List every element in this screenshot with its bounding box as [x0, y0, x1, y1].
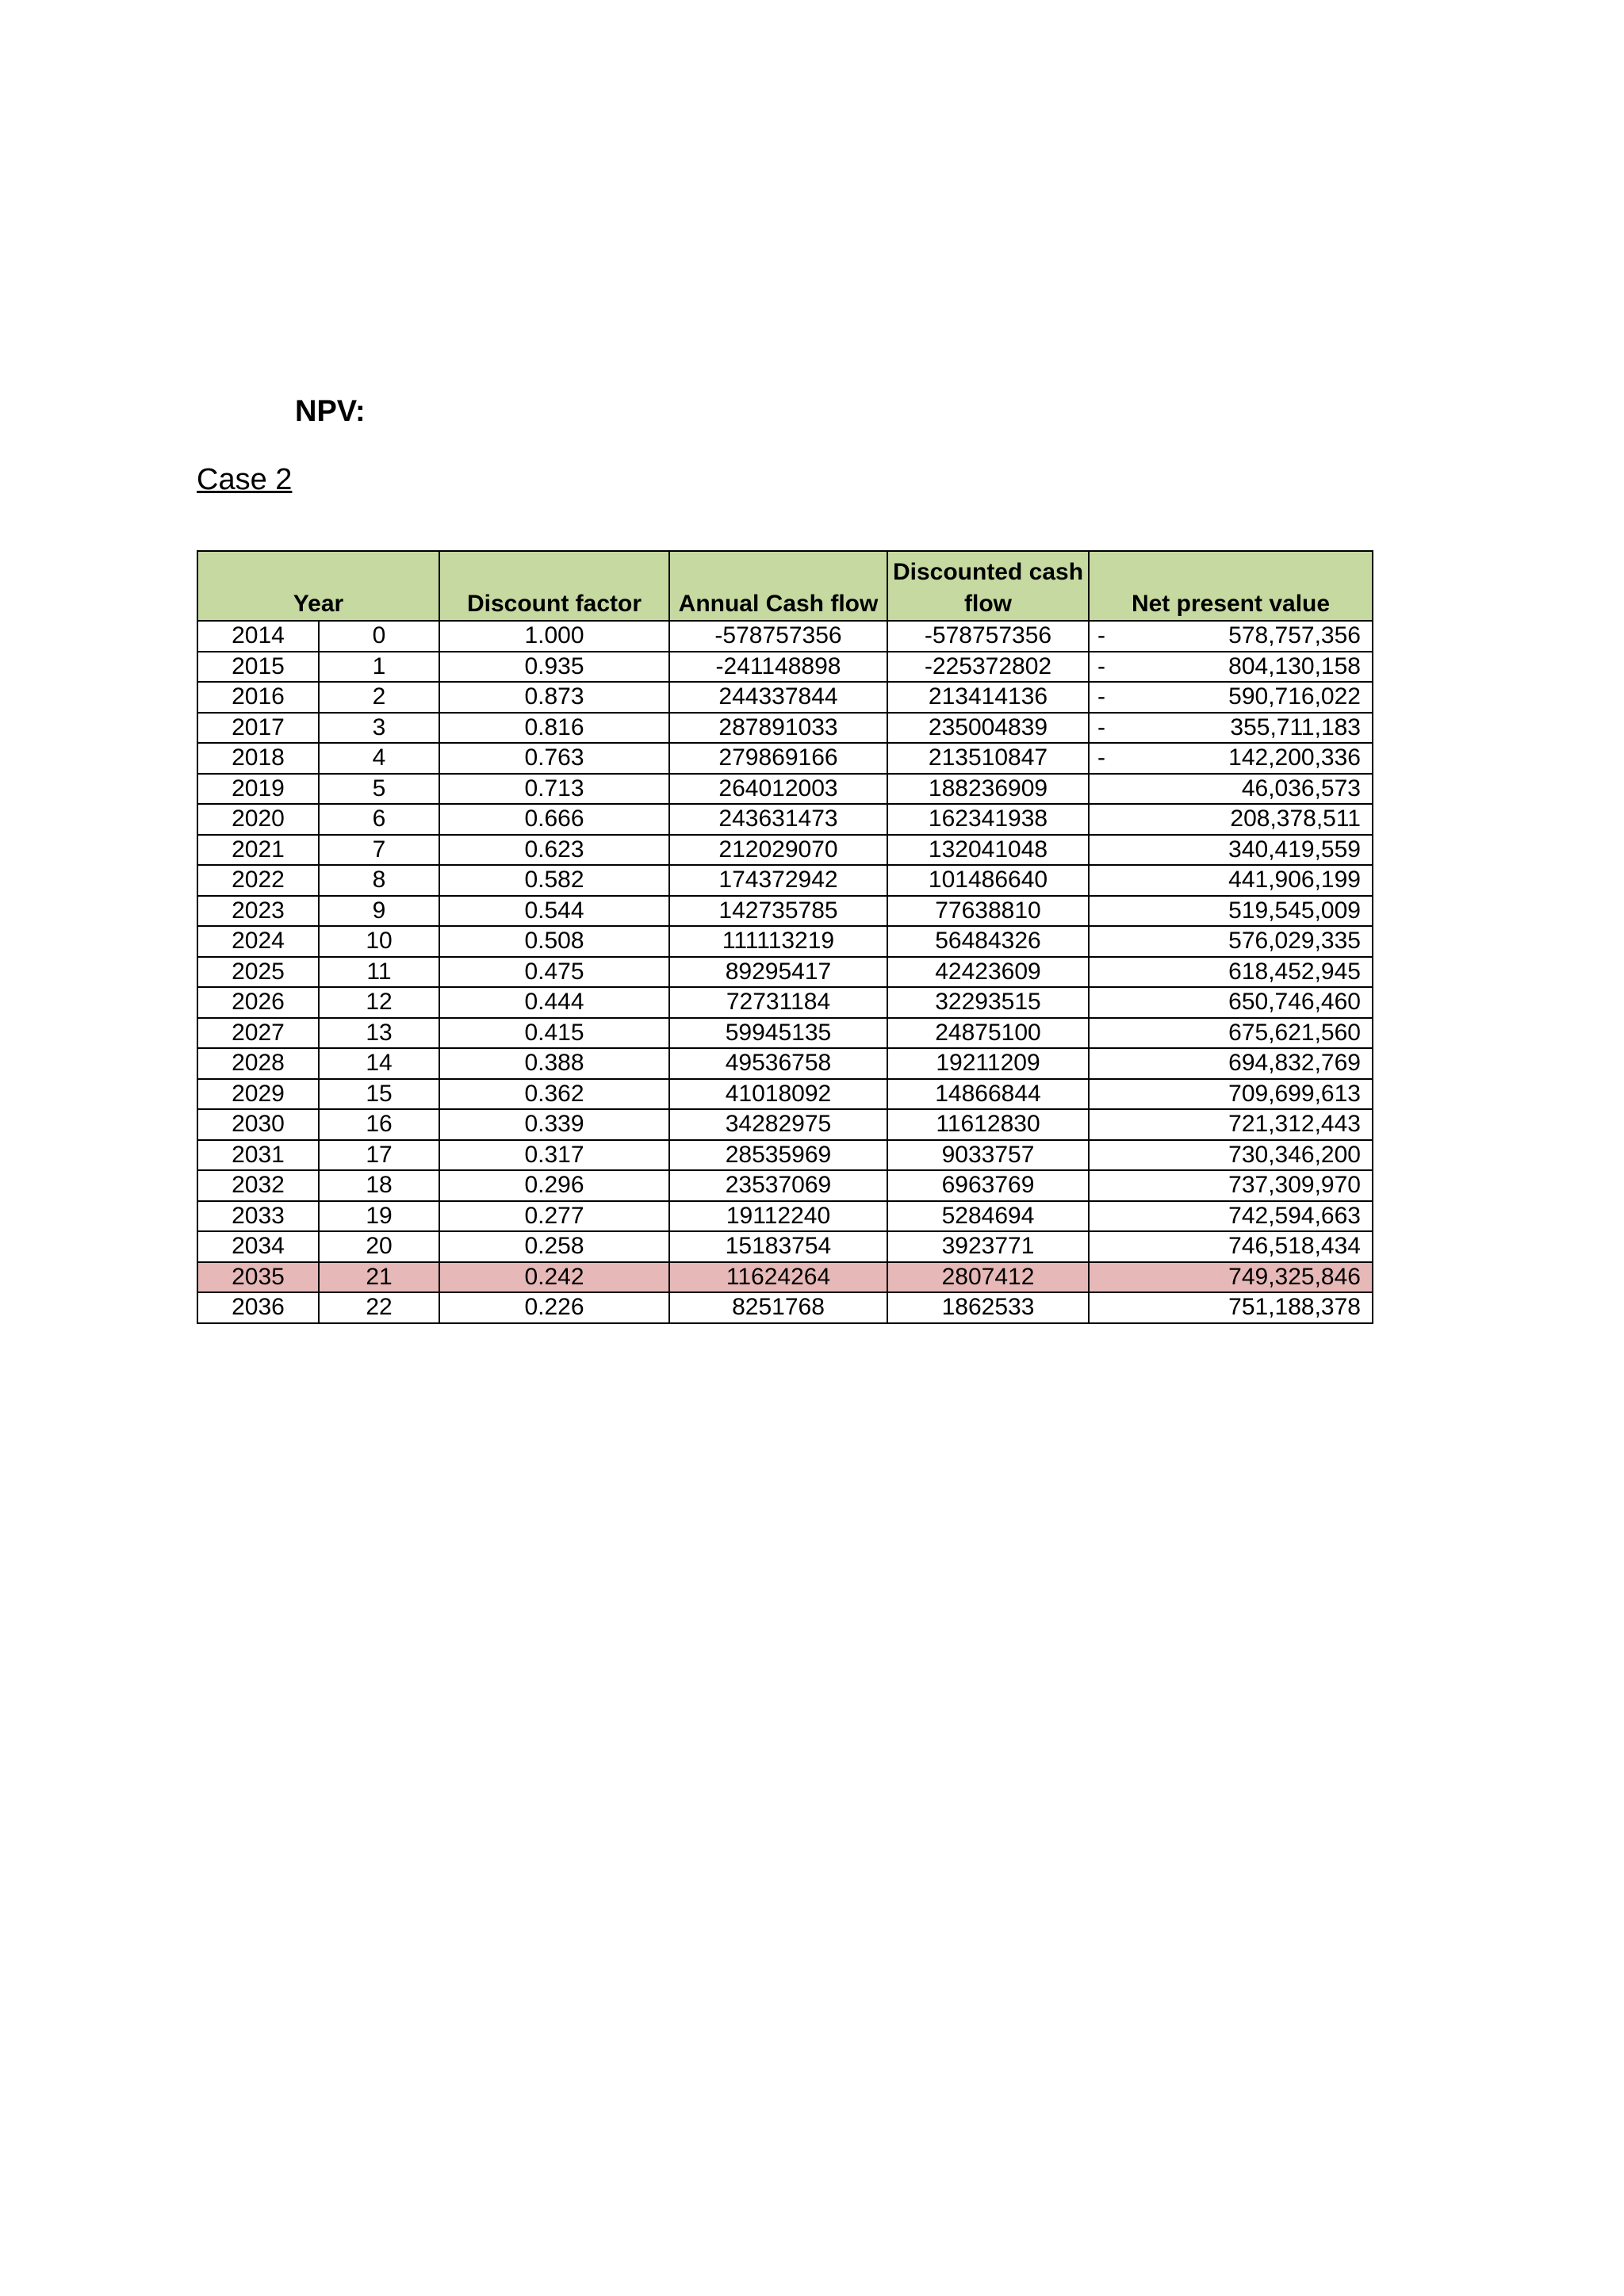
page-title: NPV: — [295, 395, 366, 428]
table-header-row — [197, 551, 1373, 621]
net-present-value: 650,746,460 — [1228, 989, 1361, 1016]
discounted-cash-flow-cell: -225372802 — [887, 652, 1089, 683]
table-row — [197, 987, 1373, 1018]
discount-factor-cell: 0.544 — [439, 896, 669, 927]
discount-factor-cell: 0.388 — [439, 1048, 669, 1079]
discount-factor-cell: 0.666 — [439, 804, 669, 835]
period-index-cell: 8 — [319, 865, 439, 896]
net-present-value: 749,325,846 — [1228, 1263, 1361, 1290]
discounted-cash-flow-cell: 162341938 — [887, 804, 1089, 835]
net-present-value-cell — [1089, 1079, 1373, 1110]
annual-cash-flow-cell: 89295417 — [669, 957, 887, 988]
year-cell: 2036 — [197, 1292, 319, 1323]
discount-factor-cell: 0.362 — [439, 1079, 669, 1110]
year-cell: 2019 — [197, 774, 319, 805]
net-present-value: 578,757,356 — [1228, 622, 1361, 649]
period-index-cell: 19 — [319, 1201, 439, 1232]
year-cell: 2022 — [197, 865, 319, 896]
period-index-cell: 2 — [319, 682, 439, 713]
net-present-value: 730,346,200 — [1228, 1141, 1361, 1168]
period-index-cell: 22 — [319, 1292, 439, 1323]
table-row — [197, 713, 1373, 744]
net-present-value-cell — [1089, 1292, 1373, 1323]
case-label: Case 2 — [197, 463, 293, 496]
discount-factor-cell: 0.226 — [439, 1292, 669, 1323]
annual-cash-flow-cell: 244337844 — [669, 682, 887, 713]
period-index-cell: 10 — [319, 926, 439, 957]
net-present-value-cell — [1089, 896, 1373, 927]
negative-sign: - — [1097, 622, 1105, 649]
annual-cash-flow-cell: 19112240 — [669, 1201, 887, 1232]
net-present-value-cell — [1089, 682, 1373, 713]
net-present-value: 751,188,378 — [1228, 1294, 1361, 1321]
discounted-cash-flow-cell: 6963769 — [887, 1170, 1089, 1201]
header-net-present-value: Net present value — [1089, 551, 1373, 621]
net-present-value: 709,699,613 — [1228, 1080, 1361, 1107]
negative-sign: - — [1097, 714, 1105, 740]
discounted-cash-flow-cell: 3923771 — [887, 1231, 1089, 1262]
year-cell: 2016 — [197, 682, 319, 713]
net-present-value: 519,545,009 — [1228, 897, 1361, 924]
period-index-cell: 9 — [319, 896, 439, 927]
annual-cash-flow-cell: 28535969 — [669, 1140, 887, 1171]
net-present-value: 618,452,945 — [1228, 958, 1361, 985]
period-index-cell: 21 — [319, 1262, 439, 1293]
net-present-value-cell — [1089, 1170, 1373, 1201]
discount-factor-cell: 0.582 — [439, 865, 669, 896]
header-year: Year — [197, 551, 439, 621]
net-present-value-cell — [1089, 1018, 1373, 1049]
table-row — [197, 774, 1373, 805]
table-row — [197, 1231, 1373, 1262]
table-row — [197, 1048, 1373, 1079]
annual-cash-flow-cell: 111113219 — [669, 926, 887, 957]
net-present-value-cell — [1089, 987, 1373, 1018]
year-cell: 2017 — [197, 713, 319, 744]
annual-cash-flow-cell: 8251768 — [669, 1292, 887, 1323]
annual-cash-flow-cell: 212029070 — [669, 835, 887, 866]
discount-factor-cell: 0.713 — [439, 774, 669, 805]
period-index-cell: 16 — [319, 1109, 439, 1140]
table-body — [197, 621, 1373, 1323]
table-row — [197, 1018, 1373, 1049]
discount-factor-cell: 0.475 — [439, 957, 669, 988]
discounted-cash-flow-cell: 213510847 — [887, 743, 1089, 774]
year-cell: 2015 — [197, 652, 319, 683]
table-row — [197, 1170, 1373, 1201]
net-present-value-cell — [1089, 1140, 1373, 1171]
negative-sign: - — [1097, 744, 1105, 771]
net-present-value-cell — [1089, 835, 1373, 866]
net-present-value-cell — [1089, 652, 1373, 683]
discount-factor-cell: 0.873 — [439, 682, 669, 713]
period-index-cell: 6 — [319, 804, 439, 835]
discounted-cash-flow-cell: 5284694 — [887, 1201, 1089, 1232]
discount-factor-cell: 0.339 — [439, 1109, 669, 1140]
net-present-value: 694,832,769 — [1228, 1050, 1361, 1077]
year-cell: 2035 — [197, 1262, 319, 1293]
annual-cash-flow-cell: 11624264 — [669, 1262, 887, 1293]
net-present-value: 737,309,970 — [1228, 1172, 1361, 1199]
npv-table — [197, 550, 1373, 1324]
year-cell: 2024 — [197, 926, 319, 957]
discount-factor-cell: 0.277 — [439, 1201, 669, 1232]
net-present-value-cell — [1089, 957, 1373, 988]
table-row — [197, 1109, 1373, 1140]
discounted-cash-flow-cell: 11612830 — [887, 1109, 1089, 1140]
year-cell: 2026 — [197, 987, 319, 1018]
discount-factor-cell: 0.317 — [439, 1140, 669, 1171]
annual-cash-flow-cell: 34282975 — [669, 1109, 887, 1140]
annual-cash-flow-cell: 72731184 — [669, 987, 887, 1018]
table-row — [197, 682, 1373, 713]
discounted-cash-flow-cell: 1862533 — [887, 1292, 1089, 1323]
table-row — [197, 896, 1373, 927]
period-index-cell: 3 — [319, 713, 439, 744]
net-present-value: 675,621,560 — [1228, 1019, 1361, 1046]
discounted-cash-flow-cell: 32293515 — [887, 987, 1089, 1018]
year-cell: 2027 — [197, 1018, 319, 1049]
discount-factor-cell: 0.508 — [439, 926, 669, 957]
year-cell: 2025 — [197, 957, 319, 988]
period-index-cell: 13 — [319, 1018, 439, 1049]
net-present-value: 746,518,434 — [1228, 1233, 1361, 1260]
net-present-value: 355,711,183 — [1230, 714, 1361, 740]
year-cell: 2023 — [197, 896, 319, 927]
period-index-cell: 5 — [319, 774, 439, 805]
table-row — [197, 835, 1373, 866]
year-cell: 2034 — [197, 1231, 319, 1262]
period-index-cell: 12 — [319, 987, 439, 1018]
net-present-value-cell — [1089, 1231, 1373, 1262]
net-present-value: 721,312,443 — [1228, 1111, 1361, 1138]
discount-factor-cell: 0.623 — [439, 835, 669, 866]
table-row — [197, 804, 1373, 835]
header-discount-factor: Discount factor — [439, 551, 669, 621]
net-present-value-cell — [1089, 1048, 1373, 1079]
discounted-cash-flow-cell: 56484326 — [887, 926, 1089, 957]
discount-factor-cell: 0.415 — [439, 1018, 669, 1049]
discount-factor-cell: 1.000 — [439, 621, 669, 652]
discounted-cash-flow-cell: 19211209 — [887, 1048, 1089, 1079]
annual-cash-flow-cell: 41018092 — [669, 1079, 887, 1110]
net-present-value: 576,029,335 — [1228, 928, 1361, 955]
period-index-cell: 15 — [319, 1079, 439, 1110]
net-present-value-cell — [1089, 1109, 1373, 1140]
net-present-value-cell — [1089, 804, 1373, 835]
net-present-value: 142,200,336 — [1228, 744, 1361, 771]
discount-factor-cell: 0.816 — [439, 713, 669, 744]
discount-factor-cell: 0.935 — [439, 652, 669, 683]
annual-cash-flow-cell: 23537069 — [669, 1170, 887, 1201]
table-row — [197, 1201, 1373, 1232]
net-present-value-cell — [1089, 743, 1373, 774]
net-present-value-cell — [1089, 774, 1373, 805]
annual-cash-flow-cell: 142735785 — [669, 896, 887, 927]
net-present-value: 804,130,158 — [1228, 652, 1361, 679]
table-row — [197, 865, 1373, 896]
discounted-cash-flow-cell: 77638810 — [887, 896, 1089, 927]
year-cell: 2018 — [197, 743, 319, 774]
net-present-value: 208,378,511 — [1230, 806, 1361, 832]
net-present-value-cell — [1089, 713, 1373, 744]
header-discounted-cash-flow: Discounted cash flow — [887, 551, 1089, 621]
net-present-value: 742,594,663 — [1228, 1202, 1361, 1229]
period-index-cell: 11 — [319, 957, 439, 988]
annual-cash-flow-cell: 59945135 — [669, 1018, 887, 1049]
year-cell: 2033 — [197, 1201, 319, 1232]
discount-factor-cell: 0.296 — [439, 1170, 669, 1201]
table-row — [197, 1079, 1373, 1110]
table-row — [197, 1292, 1373, 1323]
year-cell: 2021 — [197, 835, 319, 866]
period-index-cell: 14 — [319, 1048, 439, 1079]
annual-cash-flow-cell: 243631473 — [669, 804, 887, 835]
annual-cash-flow-cell: 279869166 — [669, 743, 887, 774]
discounted-cash-flow-cell: -578757356 — [887, 621, 1089, 652]
annual-cash-flow-cell: 174372942 — [669, 865, 887, 896]
table-row — [197, 621, 1373, 652]
table-row — [197, 926, 1373, 957]
annual-cash-flow-cell: -578757356 — [669, 621, 887, 652]
discounted-cash-flow-cell: 188236909 — [887, 774, 1089, 805]
discounted-cash-flow-cell: 42423609 — [887, 957, 1089, 988]
annual-cash-flow-cell: 287891033 — [669, 713, 887, 744]
year-cell: 2030 — [197, 1109, 319, 1140]
period-index-cell: 1 — [319, 652, 439, 683]
discounted-cash-flow-cell: 24875100 — [887, 1018, 1089, 1049]
discount-factor-cell: 0.444 — [439, 987, 669, 1018]
year-cell: 2014 — [197, 621, 319, 652]
annual-cash-flow-cell: -241148898 — [669, 652, 887, 683]
year-cell: 2028 — [197, 1048, 319, 1079]
discounted-cash-flow-cell: 14866844 — [887, 1079, 1089, 1110]
negative-sign: - — [1097, 652, 1105, 679]
period-index-cell: 18 — [319, 1170, 439, 1201]
year-cell: 2020 — [197, 804, 319, 835]
discount-factor-cell: 0.763 — [439, 743, 669, 774]
table-row — [197, 957, 1373, 988]
negative-sign: - — [1097, 683, 1105, 710]
net-present-value: 340,419,559 — [1228, 836, 1361, 863]
annual-cash-flow-cell: 264012003 — [669, 774, 887, 805]
period-index-cell: 7 — [319, 835, 439, 866]
annual-cash-flow-cell: 49536758 — [669, 1048, 887, 1079]
discounted-cash-flow-cell: 2807412 — [887, 1262, 1089, 1293]
discounted-cash-flow-cell: 235004839 — [887, 713, 1089, 744]
discount-factor-cell: 0.258 — [439, 1231, 669, 1262]
period-index-cell: 4 — [319, 743, 439, 774]
header-annual-cash-flow: Annual Cash flow — [669, 551, 887, 621]
discounted-cash-flow-cell: 132041048 — [887, 835, 1089, 866]
net-present-value: 441,906,199 — [1228, 867, 1361, 894]
net-present-value-cell — [1089, 1201, 1373, 1232]
table-row — [197, 1262, 1373, 1293]
year-cell: 2032 — [197, 1170, 319, 1201]
discount-factor-cell: 0.242 — [439, 1262, 669, 1293]
annual-cash-flow-cell: 15183754 — [669, 1231, 887, 1262]
net-present-value: 46,036,573 — [1241, 775, 1361, 802]
period-index-cell: 0 — [319, 621, 439, 652]
table-row — [197, 1140, 1373, 1171]
net-present-value: 590,716,022 — [1228, 683, 1361, 710]
net-present-value-cell — [1089, 621, 1373, 652]
table-row — [197, 743, 1373, 774]
net-present-value-cell — [1089, 865, 1373, 896]
net-present-value-cell — [1089, 1262, 1373, 1293]
discounted-cash-flow-cell: 101486640 — [887, 865, 1089, 896]
discounted-cash-flow-cell: 9033757 — [887, 1140, 1089, 1171]
period-index-cell: 20 — [319, 1231, 439, 1262]
table-row — [197, 652, 1373, 683]
year-cell: 2031 — [197, 1140, 319, 1171]
year-cell: 2029 — [197, 1079, 319, 1110]
discounted-cash-flow-cell: 213414136 — [887, 682, 1089, 713]
net-present-value-cell — [1089, 926, 1373, 957]
period-index-cell: 17 — [319, 1140, 439, 1171]
